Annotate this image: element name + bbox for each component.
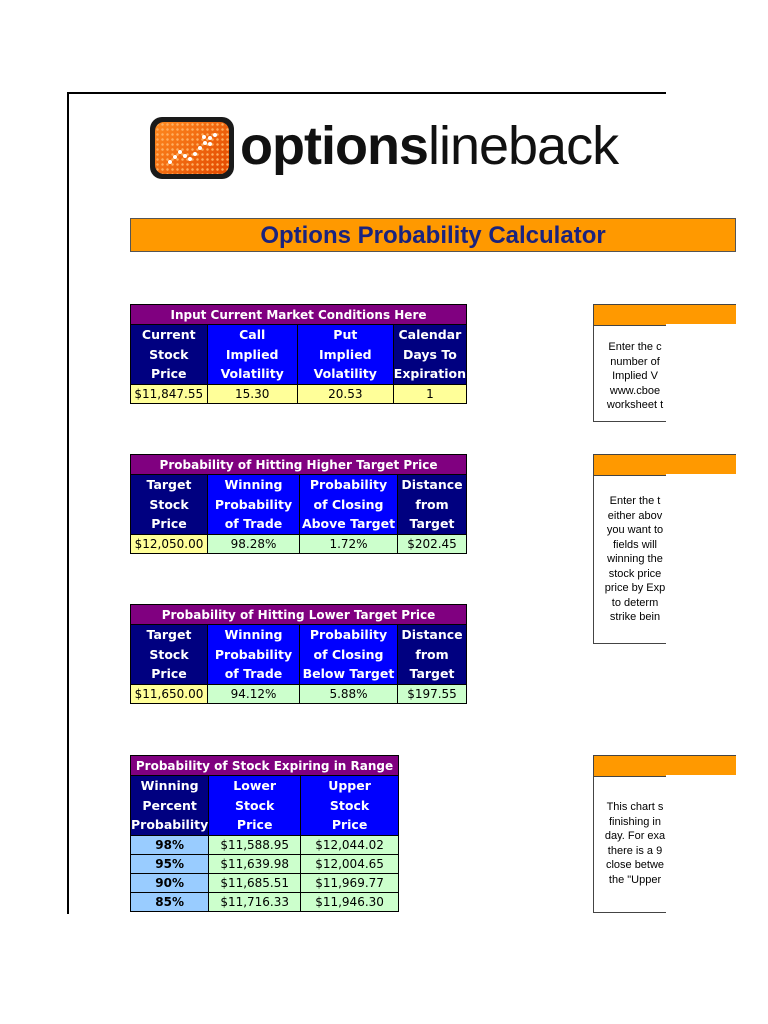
- column-header: Distance from Target: [398, 475, 467, 535]
- section-header: Probability of Stock Expiring in Range: [131, 756, 399, 776]
- closing-below-probability-value: 5.88%: [300, 685, 398, 704]
- probability-cell: 85%: [131, 893, 209, 912]
- upper-price-cell: $11,969.77: [301, 874, 399, 893]
- column-header: Target Stock Price: [131, 625, 208, 685]
- input-conditions-table: [130, 304, 467, 404]
- instructions-text: Enter the t either abov you want to fields will winning the stock price price by Exp to determ strike bein: [604, 495, 666, 623]
- lower-price-cell: $11,639.98: [209, 855, 301, 874]
- page-title: Options Probability Calculator: [260, 222, 606, 249]
- higher-target-table: [130, 454, 467, 554]
- instructions-header-bar: [594, 305, 736, 326]
- column-header: Call Implied Volatility: [207, 325, 297, 385]
- lower-target-price-input[interactable]: $11,650.00: [131, 685, 208, 704]
- page-clip-mask: [666, 254, 768, 304]
- put-iv-input[interactable]: 20.53: [297, 385, 393, 404]
- table-row: [131, 836, 399, 855]
- instructions-header-bar: [594, 756, 736, 777]
- instructions-text: This chart s finishing in day. For exa there is a 9 close betwe the "Upper: [604, 801, 666, 886]
- rising-arrow-icon: [167, 132, 219, 166]
- upper-price-cell: $12,044.02: [301, 836, 399, 855]
- column-header: Current Stock Price: [131, 325, 208, 385]
- distance-from-target-value: $197.55: [398, 685, 467, 704]
- column-header: Probability of Closing Below Target: [300, 625, 398, 685]
- page-clip-mask: [736, 304, 768, 1024]
- expiring-range-table: [130, 755, 399, 912]
- column-header: Lower Stock Price: [209, 776, 301, 836]
- section-header: Input Current Market Conditions Here: [131, 305, 467, 325]
- lower-price-cell: $11,685.51: [209, 874, 301, 893]
- distance-from-target-value: $202.45: [398, 535, 467, 554]
- column-header: Target Stock Price: [131, 475, 208, 535]
- lower-price-cell: $11,588.95: [209, 836, 301, 855]
- column-header: Winning Probability of Trade: [208, 625, 300, 685]
- column-header: Put Implied Volatility: [297, 325, 393, 385]
- lower-target-table: [130, 604, 467, 704]
- probability-cell: 95%: [131, 855, 209, 874]
- lower-price-cell: $11,716.33: [209, 893, 301, 912]
- call-iv-input[interactable]: 15.30: [207, 385, 297, 404]
- section-header: Probability of Hitting Higher Target Price: [131, 455, 467, 475]
- logo-badge-fill: [155, 122, 229, 174]
- table-row: [131, 874, 399, 893]
- section-header: Probability of Hitting Lower Target Price: [131, 605, 467, 625]
- logo-badge: [150, 117, 234, 179]
- column-header: Probability of Closing Above Target: [300, 475, 398, 535]
- column-header: Winning Percent Probability: [131, 776, 209, 836]
- column-header: Upper Stock Price: [301, 776, 399, 836]
- closing-above-probability-value: 1.72%: [300, 535, 398, 554]
- instructions-header-bar: [594, 455, 736, 476]
- probability-cell: 90%: [131, 874, 209, 893]
- probability-cell: 98%: [131, 836, 209, 855]
- upper-price-cell: $11,946.30: [301, 893, 399, 912]
- higher-target-price-input[interactable]: $12,050.00: [131, 535, 208, 554]
- column-header: Distance from Target: [398, 625, 467, 685]
- column-header: Winning Probability of Trade: [208, 475, 300, 535]
- instructions-text: Enter the c number of Implied V www.cboe worksheet t: [606, 341, 664, 411]
- winning-probability-value: 94.12%: [208, 685, 300, 704]
- stock-price-input[interactable]: $11,847.55: [131, 385, 208, 404]
- column-header: Calendar Days To Expiration: [393, 325, 466, 385]
- brand-word-light: lineback: [427, 116, 619, 176]
- table-row: [131, 893, 399, 912]
- days-to-expiration-input[interactable]: 1: [393, 385, 466, 404]
- winning-probability-value: 98.28%: [208, 535, 300, 554]
- brand-word-bold: options: [240, 116, 428, 176]
- upper-price-cell: $12,004.65: [301, 855, 399, 874]
- table-row: [131, 855, 399, 874]
- brand-wordmark: [240, 114, 618, 178]
- page-clip-mask: [666, 0, 768, 218]
